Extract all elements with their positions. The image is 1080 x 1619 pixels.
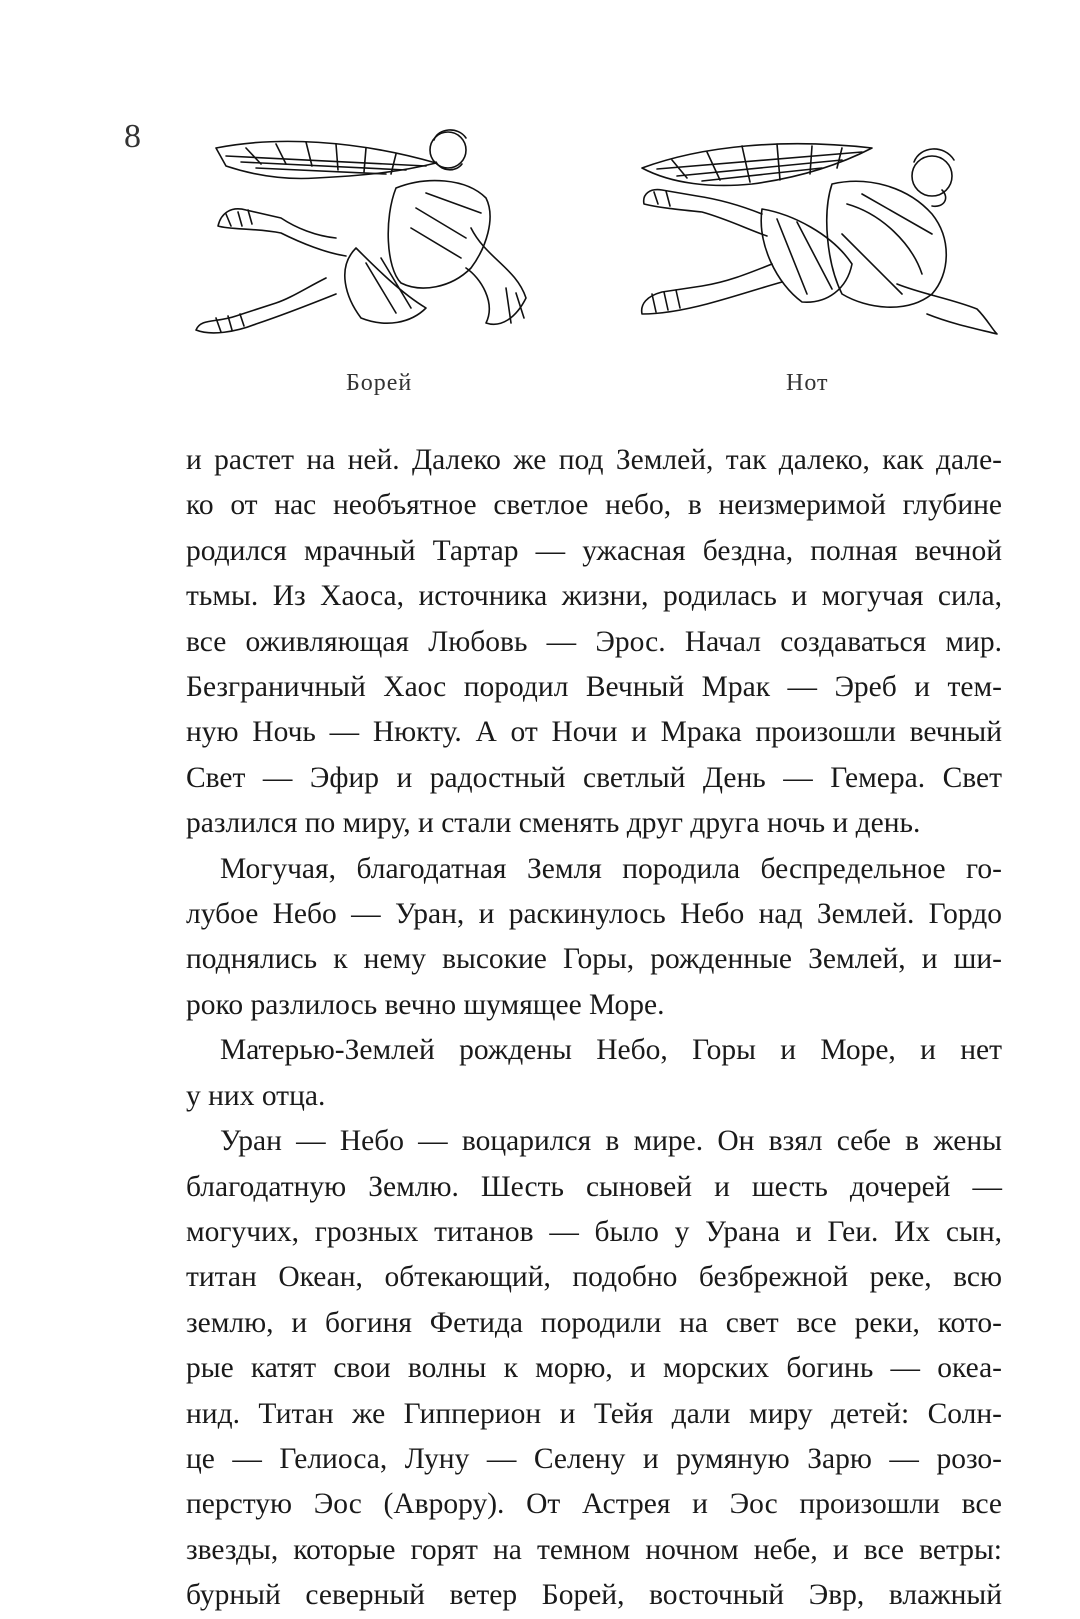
text-line: могучих, грозных титанов — было у Урана и Геи. Их сын, [186, 1215, 1002, 1248]
text-line: Безграничный Хаос породил Вечный Мрак — Эреб и тем- [186, 671, 1002, 704]
text-line: лубое Небо — Уран, и раскинулось Небо над Землей. Гордо [186, 898, 1002, 931]
figure-caption-boreas: Борей [346, 370, 413, 396]
text-line: землю, и богиня Фетида породили на свет все реки, кото- [186, 1306, 1002, 1339]
boreas-illustration-icon [186, 118, 586, 346]
text-line: Уран — Небо — воцарился в мире. Он взял себе в жены [220, 1125, 1002, 1158]
figure-notus [632, 124, 1002, 350]
text-line: Могучая, благодатная Земля породила беспредельное го- [220, 852, 1002, 885]
text-line: це — Гелиоса, Луну — Селену и румяную Зарю — розо- [186, 1442, 1002, 1475]
text-line: и растет на ней. Далеко же под Землей, так далеко, как дале- [186, 444, 1002, 476]
text-line: разлился по миру, и стали сменять друг друга ночь и день. [186, 807, 921, 840]
text-line: роко разлилось вечно шумящее Море. [186, 988, 665, 1021]
text-line: нид. Титан же Гипперион и Тейя дали миру детей: Солн- [186, 1397, 1002, 1430]
text-line: бурный северный ветер Борей, восточный Эвр, влажный [186, 1579, 1002, 1612]
text-line: ную Ночь — Нюкту. А от Ночи и Мрака произошли вечный [186, 716, 1002, 749]
figure-caption-notus: Нот [786, 370, 829, 396]
page-number: 8 [124, 118, 141, 155]
text-line: перстую Эос (Аврору). От Астрея и Эос произошли все [186, 1488, 1002, 1521]
text-line: рые катят свои волны к морю, и морских богинь — океа- [186, 1352, 1002, 1385]
text-line: звезды, которые горят на темном ночном небе, и все ветры: [186, 1533, 1002, 1566]
text-line: титан Океан, обтекающий, подобно безбрежной реке, всю [186, 1261, 1002, 1294]
notus-illustration-icon [632, 124, 1002, 350]
figure-boreas [186, 118, 586, 346]
text-line: у них отца. [186, 1079, 326, 1112]
body-text [186, 438, 1002, 1619]
text-line: благодатную Землю. Шесть сыновей и шесть дочерей — [186, 1170, 1002, 1203]
text-line: поднялись к нему высокие Горы, рожденные Землей, и ши- [186, 943, 1002, 976]
text-line: родился мрачный Тартар — ужасная бездна, полная вечной [186, 534, 1002, 567]
text-line: все оживляющая Любовь — Эрос. Начал создаваться мир. [186, 625, 1002, 658]
text-line: Матерью-Землей рождены Небо, Горы и Море, и нет [220, 1034, 1002, 1067]
text-line: Свет — Эфир и радостный светлый День — Гемера. Свет [186, 761, 1002, 794]
text-line: ко от нас необъятное светлое небо, в неизмеримой глубине [186, 489, 1002, 522]
text-line: тьмы. Из Хаоса, источника жизни, родилась и могучая сила, [186, 580, 1002, 613]
